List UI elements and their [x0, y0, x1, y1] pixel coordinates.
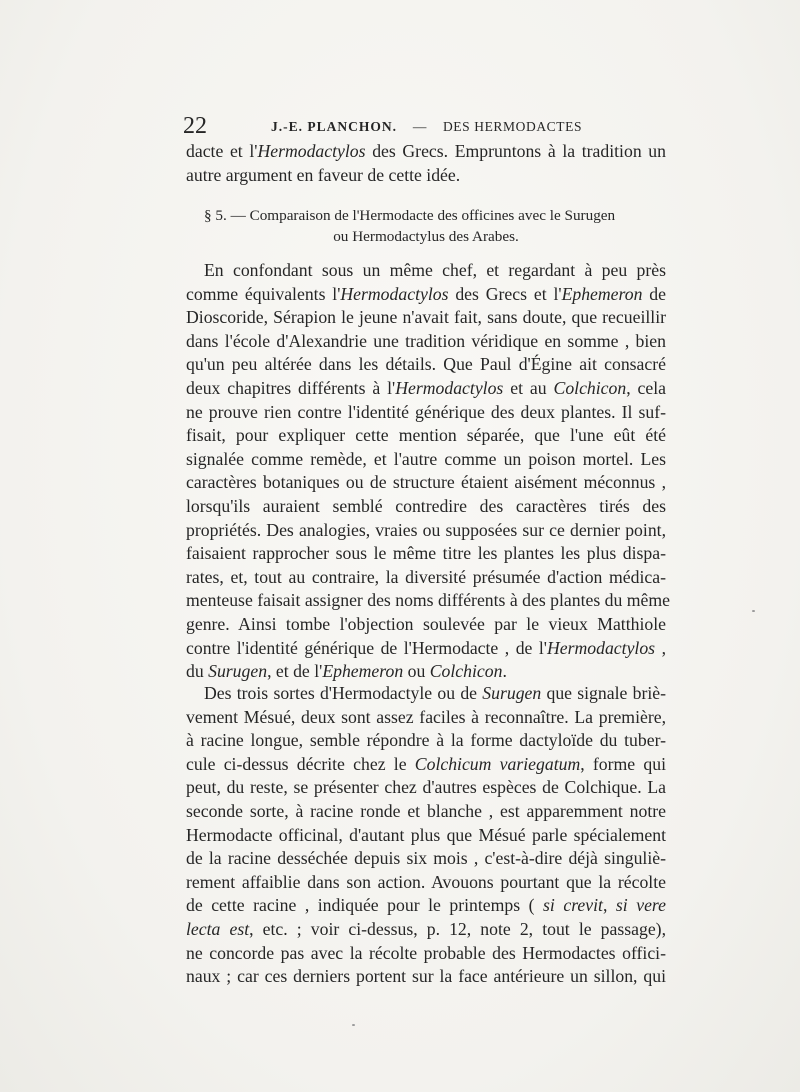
text-run: du	[186, 661, 209, 682]
header-separator: —	[412, 119, 428, 134]
italic-term: Hermodactylos	[340, 283, 449, 304]
text-run: dans l'école d'Alexandrie une tradition véridique en somme , bien	[186, 330, 666, 351]
text-line	[186, 448, 666, 472]
text-line	[186, 542, 666, 566]
text-line	[186, 424, 666, 448]
text-run: ne concorde pas avec la récolte probable des Hermodactes offici-	[186, 942, 666, 963]
text-line	[186, 566, 666, 590]
text-run: lorsqu'ils auraient semblé contredire des caractères tirés des	[186, 495, 666, 516]
text-run: cule ci-dessus décrite chez le	[186, 753, 415, 774]
text-run: ,	[655, 637, 666, 658]
italic-term: Hermodactylos	[395, 377, 504, 398]
text-run: ne prouve rien contre l'identité générique des deux plantes. Il suf-	[186, 401, 666, 422]
text-run: genre. Ainsi tombe l'objection soulevée par le vieux Matthiole	[186, 613, 666, 634]
italic-term: lecta est	[186, 918, 250, 939]
text-run: faisaient rapprocher sous le même titre les plantes les plus dispa-	[186, 543, 666, 564]
text-run: de	[642, 283, 666, 304]
italic-term: si vere	[615, 895, 666, 916]
text-run: Dioscoride, Sérapion le jeune n'avait fait, sans doute, que recueillir	[186, 307, 666, 328]
text-line	[186, 471, 666, 495]
text-run: menteuse faisait assigner des noms différents à des plantes du même	[186, 590, 670, 611]
page-number: 22	[183, 113, 207, 139]
text-run: et au	[503, 377, 554, 398]
text-run: Des trois sortes d'Hermodactyle ou de	[204, 683, 483, 703]
text-line	[186, 660, 666, 684]
text-line	[186, 800, 666, 824]
italic-term: Ephemeron	[322, 661, 404, 682]
text-line	[186, 589, 670, 613]
text-run: En confondant sous un même chef, et regardant à peu près	[204, 260, 666, 280]
text-run: caractères botaniques ou de structure étaient aisément méconnus ,	[186, 472, 666, 493]
italic-term: Surugen	[482, 683, 542, 703]
paragraph-2	[186, 682, 666, 989]
text-line	[186, 965, 666, 989]
text-run: autre argument en faveur de cette idée.	[186, 164, 461, 185]
italic-term: Hermodactylos	[547, 637, 656, 658]
text-line	[186, 729, 666, 753]
text-run: qu'un peu altérée dans les détails. Que Paul d'Égine ait consacré	[186, 354, 666, 375]
text-run: des Grecs. Empruntons à la tradition un	[365, 141, 666, 161]
text-line	[186, 613, 666, 637]
text-run: fisait, pour expliquer cette mention séparée, que l'une eût été	[186, 425, 666, 446]
paper-speck	[752, 610, 755, 612]
text-run: , cela	[626, 377, 667, 398]
running-title	[271, 119, 582, 135]
italic-term: Colchicon	[553, 377, 627, 398]
text-line	[186, 942, 666, 966]
text-run: deux chapitres différents à l'	[186, 377, 396, 398]
text-line	[186, 353, 666, 377]
text-line	[186, 519, 666, 543]
header-author: J.-E. PLANCHON.	[271, 119, 397, 134]
text-line	[186, 259, 666, 283]
text-line	[186, 682, 666, 706]
text-line	[186, 894, 666, 918]
text-run: que signale briè-	[541, 683, 666, 703]
text-run: .	[502, 661, 507, 682]
italic-term: Ephemeron	[561, 283, 643, 304]
text-line	[186, 283, 666, 307]
text-line	[186, 871, 666, 895]
text-line	[186, 495, 666, 519]
text-run: de la racine desséchée depuis six mois , c'est-à-dire déjà singuliè-	[186, 848, 666, 869]
text-line	[186, 706, 666, 730]
text-run: ,	[602, 895, 616, 916]
italic-term: si crevit	[543, 895, 603, 916]
text-run: naux ; car ces derniers portent sur la face antérieure un sillon, qui	[186, 966, 666, 987]
text-run: à racine longue, semble répondre à la forme dactyloïde du tuber-	[186, 730, 666, 751]
paragraph-1	[186, 259, 670, 684]
running-header	[183, 113, 683, 139]
text-line	[186, 776, 666, 800]
text-line	[186, 377, 666, 401]
text-line	[186, 330, 666, 354]
text-run: , et de l'	[267, 661, 323, 682]
text-run: de cette racine , indiquée pour le printemps (	[186, 895, 544, 916]
text-line	[186, 847, 666, 871]
section-heading-line-1: § 5. — Comparaison de l'Hermodacte des officines avec le Surugen	[204, 207, 616, 224]
text-run: ou	[403, 661, 430, 682]
italic-term: Colchicon	[429, 661, 503, 682]
text-run: propriétés. Des analogies, vraies ou supposées sur ce dernier point,	[186, 519, 666, 540]
text-run: signalée comme remède, et l'autre comme un poison mortel. Les	[186, 448, 666, 469]
text-line	[186, 306, 666, 330]
text-run: vement Mésué, deux sont assez faciles à reconnaître. La première,	[186, 706, 666, 727]
italic-term: Hermodactylos	[257, 141, 366, 161]
text-run: Hermodacte officinal, d'autant plus que Mésué parle spécialement	[186, 824, 666, 845]
text-line	[186, 753, 666, 777]
text-run: , forme qui	[580, 753, 666, 774]
italic-term: Surugen	[208, 661, 268, 682]
text-line	[186, 164, 666, 188]
text-run: contre l'identité générique de l'Hermodacte , de l'	[186, 637, 547, 658]
text-run: rates, et, tout au contraire, la diversité présumée d'action médica-	[186, 566, 666, 587]
text-line	[186, 637, 666, 661]
text-run: rement affaiblie dans son action. Avouons pourtant que la récolte	[186, 871, 666, 892]
text-run: comme équivalents l'	[186, 283, 341, 304]
text-line	[186, 140, 666, 164]
section-heading	[186, 205, 666, 247]
italic-term: Colchicum variegatum	[414, 753, 581, 774]
text-line	[186, 918, 666, 942]
text-run: seconde sorte, à racine ronde et blanche , est apparemment notre	[186, 800, 666, 821]
intro-paragraph	[186, 140, 666, 187]
text-run: des Grecs et l'	[448, 283, 562, 304]
text-line	[186, 824, 666, 848]
header-title: DES HERMODACTES	[442, 119, 583, 134]
text-run: , etc. ; voir ci-dessus, p. 12, note 2, tout le passage),	[249, 918, 666, 939]
text-run: peut, du reste, se présenter chez d'autres espèces de Colchique. La	[186, 777, 666, 798]
text-run: dacte et l'	[186, 141, 258, 161]
text-line	[186, 401, 666, 425]
paper-speck	[352, 1024, 355, 1026]
section-heading-line-2: ou Hermodactylus des Arabes.	[333, 228, 519, 245]
